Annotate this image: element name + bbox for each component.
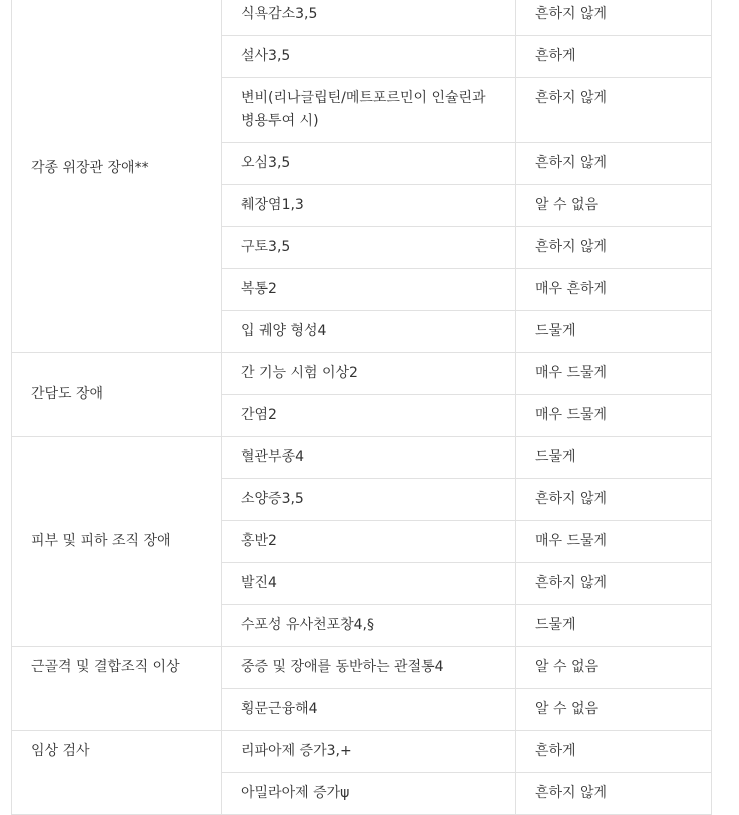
effect-cell: 오심3,5 [222,143,516,185]
organ-class-cell: 근골격 및 결합조직 이상 [12,647,222,731]
effect-cell: 중증 및 장애를 동반하는 관절통4 [222,647,516,689]
effect-cell: 리파아제 증가3,+ [222,731,516,773]
frequency-cell: 흔하지 않게 [516,773,712,815]
frequency-cell: 흔하지 않게 [516,143,712,185]
frequency-cell: 드물게 [516,605,712,647]
effect-cell: 혈관부종4 [222,437,516,479]
table-row [12,437,712,479]
organ-class-cell: 피부 및 피하 조직 장애 [12,437,222,647]
effect-cell: 간 기능 시험 이상2 [222,353,516,395]
adverse-reactions-table [11,0,712,815]
effect-cell: 횡문근융해4 [222,689,516,731]
table-row [12,647,712,689]
frequency-cell: 드물게 [516,311,712,353]
organ-class-cell: 임상 검사 [12,731,222,815]
effect-cell: 췌장염1,3 [222,185,516,227]
frequency-cell: 매우 드물게 [516,395,712,437]
effect-cell: 간염2 [222,395,516,437]
frequency-cell: 드물게 [516,437,712,479]
frequency-cell: 흔하지 않게 [516,563,712,605]
effect-cell: 아밀라아제 증가ψ [222,773,516,815]
frequency-cell: 알 수 없음 [516,689,712,731]
frequency-cell: 흔하게 [516,36,712,78]
frequency-cell: 매우 흔하게 [516,269,712,311]
organ-class-cell: 각종 위장관 장애** [12,0,222,353]
frequency-cell: 흔하지 않게 [516,227,712,269]
frequency-cell: 매우 드물게 [516,353,712,395]
effect-cell: 복통2 [222,269,516,311]
effect-cell: 변비(리나글립틴/메트포르민이 인슐린과 병용투여 시) [222,78,516,143]
frequency-cell: 흔하지 않게 [516,479,712,521]
effect-cell: 설사3,5 [222,36,516,78]
frequency-cell: 매우 드물게 [516,521,712,563]
effect-cell: 식욕감소3,5 [222,0,516,36]
effect-cell: 홍반2 [222,521,516,563]
table-row [12,353,712,395]
frequency-cell: 알 수 없음 [516,185,712,227]
table-row [12,731,712,773]
organ-class-cell: 간담도 장애 [12,353,222,437]
frequency-cell: 흔하지 않게 [516,78,712,143]
effect-cell: 소양증3,5 [222,479,516,521]
effect-cell: 발진4 [222,563,516,605]
frequency-cell: 흔하게 [516,731,712,773]
table-row [12,0,712,36]
table-body [12,0,712,815]
effect-cell: 수포성 유사천포창4,§ [222,605,516,647]
frequency-cell: 알 수 없음 [516,647,712,689]
effect-cell: 구토3,5 [222,227,516,269]
effect-cell: 입 궤양 형성4 [222,311,516,353]
frequency-cell: 흔하지 않게 [516,0,712,36]
